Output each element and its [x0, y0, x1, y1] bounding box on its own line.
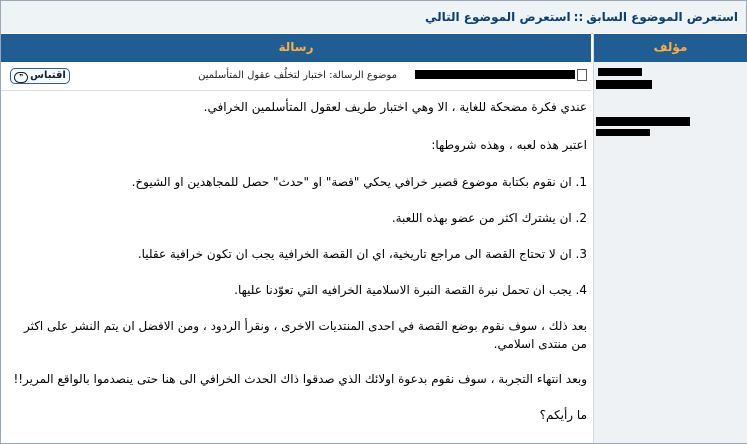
post-paragraph: 2. ان يشترك اكثر من عضو بهذه اللعبة. — [391, 211, 587, 225]
post-subject: موضوع الرسالة: اختبار لتخلُف عقول المتأسلمين — [198, 70, 397, 81]
post-document-icon — [577, 69, 587, 81]
post-paragraph: عندي فكرة مضحكة للغاية ، الا وهي اختبار طريف لعقول المتأسلمين الخرافي. — [203, 100, 587, 114]
post-paragraph: بعد ذلك ، سوف نقوم بوضع القصة في احدى المنتديات الاخرى ، ونقرأ الردود ، ومن الافضل ان يتم النشر على اكثر من منتدى اسلامي. — [23, 319, 587, 351]
quote-icon: ❞ — [14, 72, 28, 83]
quote-button-label: اقتباس — [30, 70, 66, 81]
topic-navigation — [1, 1, 746, 34]
post-paragraph: اعتبر هذه لعبه ، وهذه شروطها: — [431, 138, 587, 152]
author-header-label: مؤلف — [653, 40, 688, 54]
redacted-user-info — [596, 117, 690, 126]
redacted-post-date — [415, 70, 575, 79]
post-paragraph: 4. يجب ان تحمل نبرة القصة النبرة الاسلامية الخرافيه التي تعوّدنا عليها. — [234, 283, 587, 297]
post-paragraph: 1. ان نقوم بكتابة موضوع قصير خرافي يحكي "قصة" او "حدث" حصل للمجاهدين او الشيوخ. — [131, 175, 587, 189]
message-panel — [1, 62, 591, 443]
quote-button[interactable] — [10, 68, 70, 84]
post-paragraph: 3. ان لا تحتاج القصة الى مراجع تاريخية، اي ان القصة الخرافية يجب ان تكون خرافية عقليا. — [137, 247, 587, 261]
message-column-header — [1, 33, 591, 62]
post-header — [1, 62, 591, 91]
previous-topic-link[interactable]: استعرض الموضوع السابق — [586, 10, 738, 24]
message-header-label: رسالة — [278, 40, 314, 54]
next-topic-link[interactable]: استعرض الموضوع التالي — [424, 10, 571, 24]
author-column-header — [593, 33, 747, 62]
redacted-user-rank — [596, 80, 652, 89]
nav-separator: :: — [573, 10, 584, 24]
author-panel — [593, 62, 747, 443]
redacted-user-info — [596, 129, 650, 136]
post-paragraph: ما رأيكم؟ — [539, 408, 587, 422]
topic-nav-links — [425, 10, 738, 24]
redacted-username — [598, 68, 642, 76]
post-paragraph: وبعد انتهاء التجربة ، سوف نقوم بدعوة اولائك الذي صدقوا ذاك الحدث الخرافي الى هنا حتى ينصدموا بالواقع المرير!! — [13, 372, 587, 386]
